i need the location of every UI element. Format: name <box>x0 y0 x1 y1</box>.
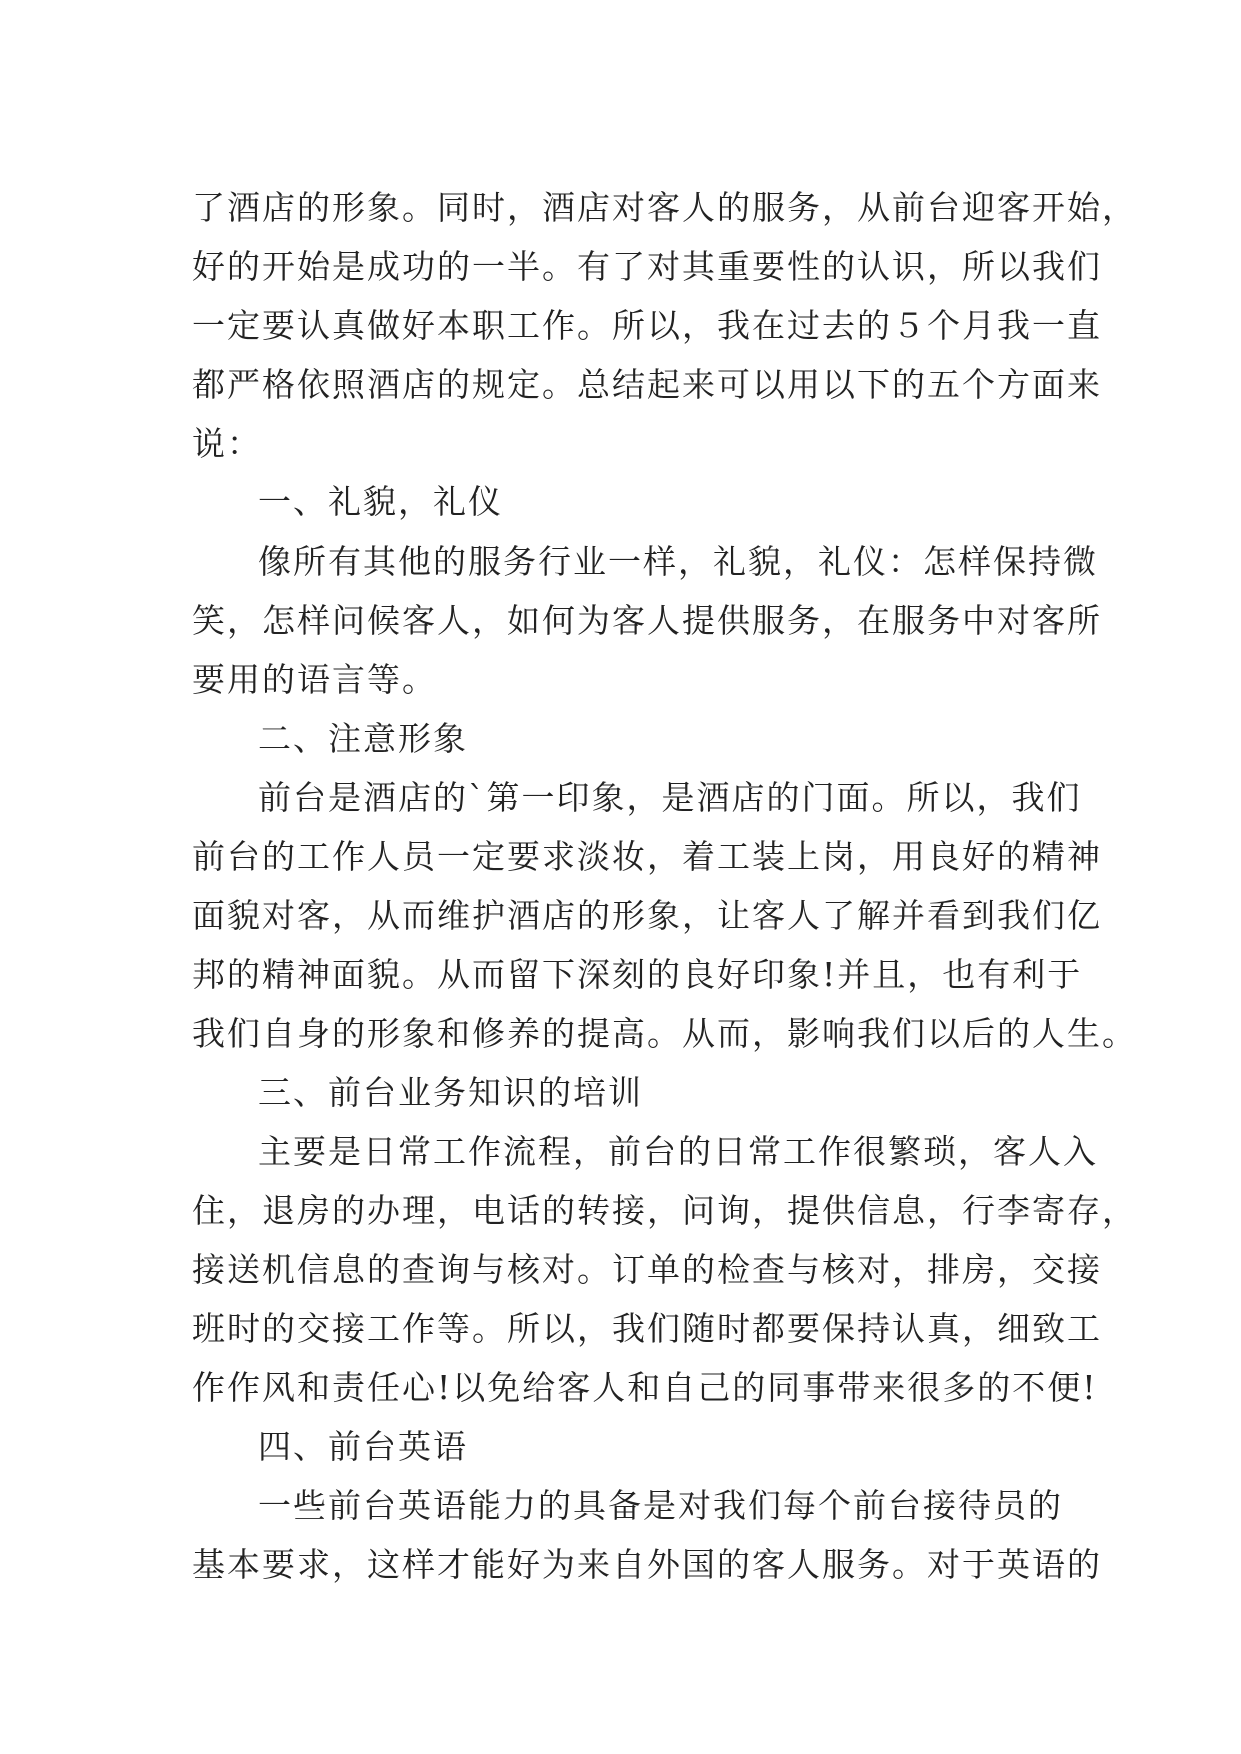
text-line: 前台的工作人员一定要求淡妆，着工装上岗，用良好的精神 <box>192 837 1102 876</box>
text-line: 说： <box>192 424 262 463</box>
text-line: 班时的交接工作等。所以，我们随时都要保持认真，细致工 <box>192 1309 1102 1348</box>
section-heading: 二、注意形象 <box>258 719 468 758</box>
text-line: 一些前台英语能力的具备是对我们每个前台接待员的 <box>258 1486 1063 1525</box>
section-heading: 三、前台业务知识的培训 <box>258 1073 643 1112</box>
text-line: 面貌对客，从而维护酒店的形象，让客人了解并看到我们亿 <box>192 896 1102 935</box>
text-line: 笑，怎样问候客人，如何为客人提供服务，在服务中对客所 <box>192 601 1102 640</box>
section-heading: 四、前台英语 <box>258 1427 468 1466</box>
text-line: 了酒店的形象。同时，酒店对客人的服务，从前台迎客开始， <box>192 188 1137 227</box>
text-line: 一定要认真做好本职工作。所以，我在过去的５个月我一直 <box>192 306 1102 345</box>
text-line: 主要是日常工作流程，前台的日常工作很繁琐，客人入 <box>258 1132 1098 1171</box>
text-line: 我们自身的形象和修养的提高。从而，影响我们以后的人生。 <box>192 1014 1137 1053</box>
text-line: 住，退房的办理，电话的转接，问询，提供信息，行李寄存， <box>192 1191 1137 1230</box>
text-line: 要用的语言等。 <box>192 660 437 699</box>
text-line: 邦的精神面貌。从而留下深刻的良好印象!并且，也有利于 <box>192 955 1083 994</box>
text-line: 基本要求，这样才能好为来自外国的客人服务。对于英语的 <box>192 1545 1102 1584</box>
text-line: 像所有其他的服务行业一样，礼貌，礼仪：怎样保持微 <box>258 542 1098 581</box>
text-line: 前台是酒店的`第一印象，是酒店的门面。所以，我们 <box>258 778 1082 817</box>
text-line: 都严格依照酒店的规定。总结起来可以用以下的五个方面来 <box>192 365 1102 404</box>
text-line: 作作风和责任心!以免给客人和自己的同事带来很多的不便! <box>192 1368 1098 1407</box>
section-heading: 一、礼貌，礼仪 <box>258 482 503 521</box>
text-line: 好的开始是成功的一半。有了对其重要性的认识，所以我们 <box>192 247 1102 286</box>
text-line: 接送机信息的查询与核对。订单的检查与核对，排房，交接 <box>192 1250 1102 1289</box>
